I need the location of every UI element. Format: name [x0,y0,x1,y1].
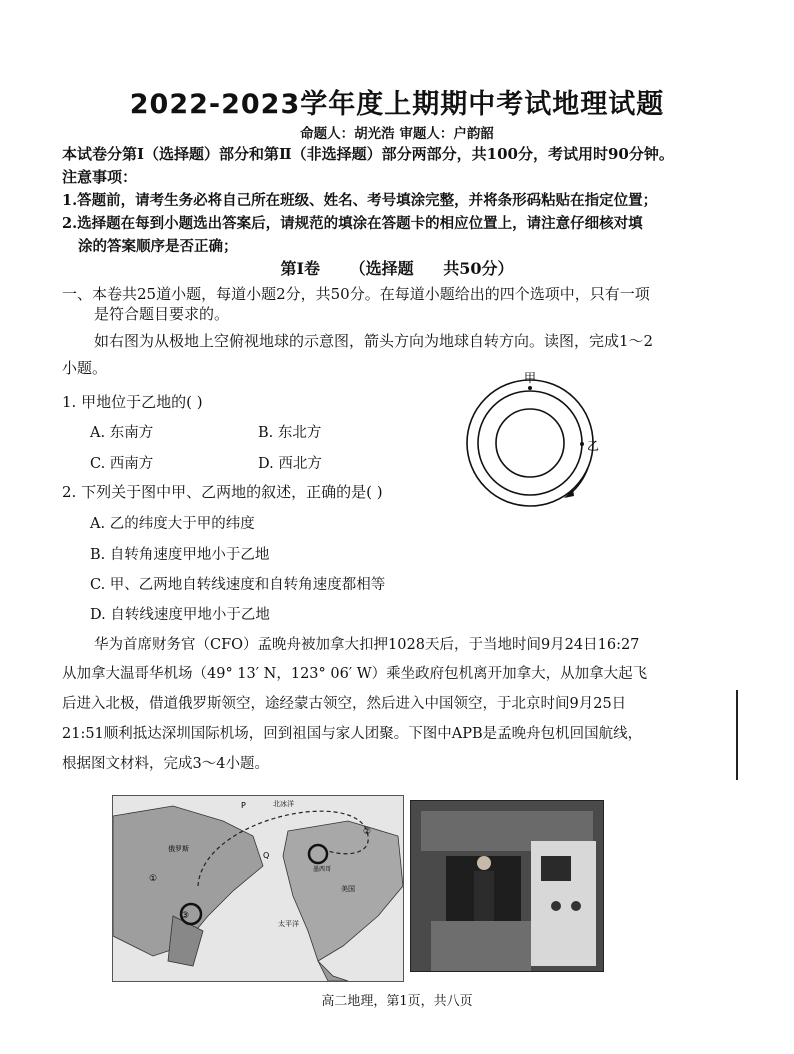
passage2-line2: 从加拿大温哥华机场（49° 13′ N，123° 06′ W）乘坐政府包机离开加拿大，从加拿大起飞 [62,666,648,682]
page-footer: 高二地理，第1页，共八页 [321,994,473,1009]
q2-option-b: B. 自转角速度甲地小于乙地 [90,547,270,563]
rotation-arrow-head [564,489,574,498]
instructions-line2: 是符合题目要求的。 [94,305,230,323]
stairs [431,921,531,971]
window-1 [551,901,561,911]
label-mexico: 墨西哥 [313,866,332,873]
passage1-line2: 小题。 [62,359,108,377]
label-q: Q [263,851,270,860]
label-arctic: 北冰洋 [273,800,294,808]
q1-option-a: A. 东南方 [90,425,154,441]
label-usa: 美国 [341,885,355,893]
q2-option-c: C. 甲、乙两地自转线速度和自转角速度都相等 [90,577,386,593]
polar-rotation-figure [460,368,620,518]
marker-2: ② [363,827,372,837]
q1-stem: 1. 甲地位于乙地的( ) [62,393,203,411]
label-russia: 俄罗斯 [168,845,189,853]
note-2a: 2.选择题在每到小题选出答案后，请规范的填涂在答题卡的相应位置上，请注意仔细核对填 [62,215,643,232]
section-heading [0,256,794,279]
authors-line: 命题人：胡光浩 审题人：户韵韶 [300,126,494,142]
label-yi: 乙 [587,439,600,453]
notice-label: 注意事项： [62,168,138,186]
passage2-line1: 华为首席财务官（CFO）孟晚舟被加拿大扣押1028天后，于当地时间9月24日16:27 [94,637,640,653]
map-canvas [113,796,403,981]
instructions-line1: 一、本卷共25道小题，每道小题2分，共50分。在每道小题给出的四个选项中，只有一项 [62,285,650,303]
passage1-line1: 如右图为从极地上空俯视地球的示意图，箭头方向为地球自转方向。读图，完成1～2 [94,332,654,350]
scan-edge-line [736,690,738,780]
section-score: 共50分） [443,259,514,278]
q1-option-b: B. 东北方 [258,425,322,441]
q1-option-d: D. 西北方 [258,456,322,472]
label-jia: 甲 [524,371,537,385]
flight-route-map [112,795,404,982]
window-2 [571,901,581,911]
passage2-line3: 后进入北极，借道俄罗斯领空，途经蒙古领空，然后进入中国领空，于北京时间9月25日 [62,696,627,712]
q1-option-c: C. 西南方 [90,456,154,472]
passage2-line5: 根据图文材料，完成3～4小题。 [62,756,269,772]
label-p: P [241,801,246,810]
person-body [474,871,494,926]
q2-option-d: D. 自转线速度甲地小于乙地 [90,607,270,623]
section-part: 第Ⅰ卷 [280,259,321,278]
photo-canvas [411,801,603,971]
marker-1: ① [149,874,158,884]
intro-line: 本试卷分第Ⅰ（选择题）部分和第Ⅱ（非选择题）部分两部分，共100分，考试用时90分钟。 [62,145,674,163]
outer-latitude-circle [467,380,593,506]
marker-3: ③ [181,911,190,921]
note-1: 1.答题前，请考生务必将自己所在班级、姓名、考号填涂完整，并将条形码粘贴在指定位置； [62,192,658,209]
middle-latitude-circle [478,391,582,495]
q2-stem: 2. 下列关于图中甲、乙两地的叙述，正确的是( ) [62,483,383,501]
point-jia [528,386,532,390]
q2-option-a: A. 乙的纬度大于甲的纬度 [90,516,255,532]
person-head [477,856,491,870]
flag [541,856,571,881]
point-yi [580,442,584,446]
label-pacific: 太平洋 [278,920,299,928]
note-2b: 涂的答案顺序是否正确； [78,238,238,255]
inner-circle [496,409,564,477]
page-title: 2022-2023学年度上期期中考试地理试题 [129,89,665,120]
passage2-line4: 21:51顺利抵达深圳国际机场，回到祖国与家人团聚。下图中APB是孟晚舟包机回国航线， [62,726,643,742]
arrival-photo [410,800,604,972]
section-type: （选择题 [349,259,414,278]
